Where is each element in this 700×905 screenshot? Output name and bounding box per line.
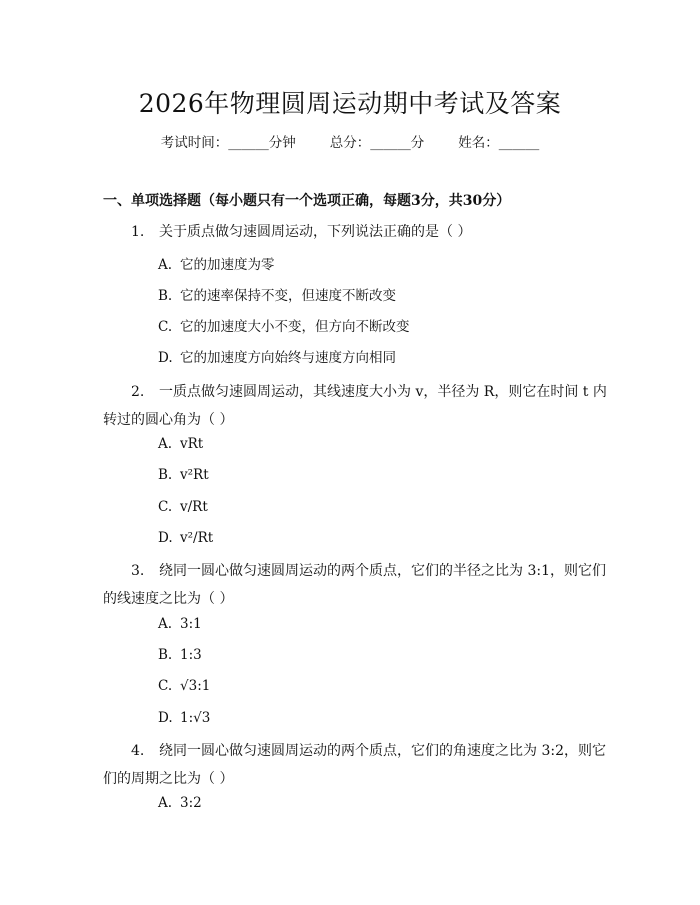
question-number: 1. [131, 224, 145, 240]
option-3c [158, 674, 210, 698]
option-text: v²Rt [180, 467, 209, 483]
exam-time-field: 考试时间：______分钟 [160, 135, 296, 151]
option-text: 1:3 [180, 647, 202, 663]
option-text: v/Rt [180, 499, 208, 515]
exam-meta [0, 131, 700, 151]
question-3 [131, 557, 606, 585]
option-letter: A. [158, 616, 173, 632]
option-text: v²/Rt [180, 530, 214, 546]
option-3a [158, 612, 202, 636]
student-name-field: 姓名：______ [458, 135, 540, 151]
question-stem: 一质点做匀速圆周运动，其线速度大小为 v，半径为 R，则它在时间 t 内 [159, 384, 607, 400]
question-number: 2. [131, 384, 145, 400]
option-text: √3:1 [180, 678, 211, 694]
question-3-continuation: 的线速度之比为（ ） [103, 591, 234, 607]
option-3b [158, 643, 202, 667]
option-letter: A. [158, 436, 173, 452]
question-number: 3. [131, 563, 145, 579]
option-3d [158, 706, 210, 730]
option-letter: C. [158, 319, 173, 335]
option-letter: A. [158, 795, 173, 811]
option-text: 它的加速度为零 [180, 257, 275, 273]
option-text: 它的加速度大小不变，但方向不断改变 [180, 319, 410, 335]
option-1b [158, 284, 396, 308]
question-2-continuation: 转过的圆心角为（ ） [103, 412, 234, 428]
option-letter: B. [158, 647, 173, 663]
option-text: 3:2 [180, 795, 202, 811]
option-2d [158, 526, 213, 550]
question-4 [131, 737, 606, 765]
question-2 [131, 378, 607, 406]
option-2b [158, 463, 209, 487]
option-letter: A. [158, 257, 173, 273]
option-letter: C. [158, 499, 173, 515]
option-1c [158, 315, 410, 339]
option-letter: D. [158, 710, 173, 726]
option-letter: D. [158, 350, 173, 366]
question-stem: 关于质点做匀速圆周运动，下列说法正确的是（ ） [159, 224, 472, 240]
option-text: 它的速率保持不变，但速度不断改变 [180, 288, 396, 304]
option-text: 1:√3 [180, 710, 211, 726]
option-2c [158, 495, 208, 519]
question-4-continuation: 们的周期之比为（ ） [103, 771, 234, 787]
option-letter: C. [158, 678, 173, 694]
question-stem: 绕同一圆心做匀速圆周运动的两个质点，它们的半径之比为 3:1，则它们 [159, 563, 606, 579]
exam-score-field: 总分：______分 [329, 135, 425, 151]
question-1 [131, 218, 471, 246]
question-number: 4. [131, 743, 145, 759]
option-4a [158, 791, 202, 815]
question-stem: 绕同一圆心做匀速圆周运动的两个质点，它们的角速度之比为 3:2，则它 [159, 743, 606, 759]
option-text: 3:1 [180, 616, 202, 632]
section-heading-single-choice: 一、单项选择题（每小题只有一个选项正确，每题3分，共30分） [103, 193, 511, 209]
option-letter: B. [158, 467, 173, 483]
option-2a [158, 432, 203, 456]
option-letter: B. [158, 288, 173, 304]
page-title: 2026年物理圆周运动期中考试及答案 [138, 89, 562, 118]
option-1a [158, 253, 275, 277]
option-1d [158, 346, 396, 370]
option-text: vRt [180, 436, 204, 452]
option-text: 它的加速度方向始终与速度方向相同 [180, 350, 396, 366]
option-letter: D. [158, 530, 173, 546]
